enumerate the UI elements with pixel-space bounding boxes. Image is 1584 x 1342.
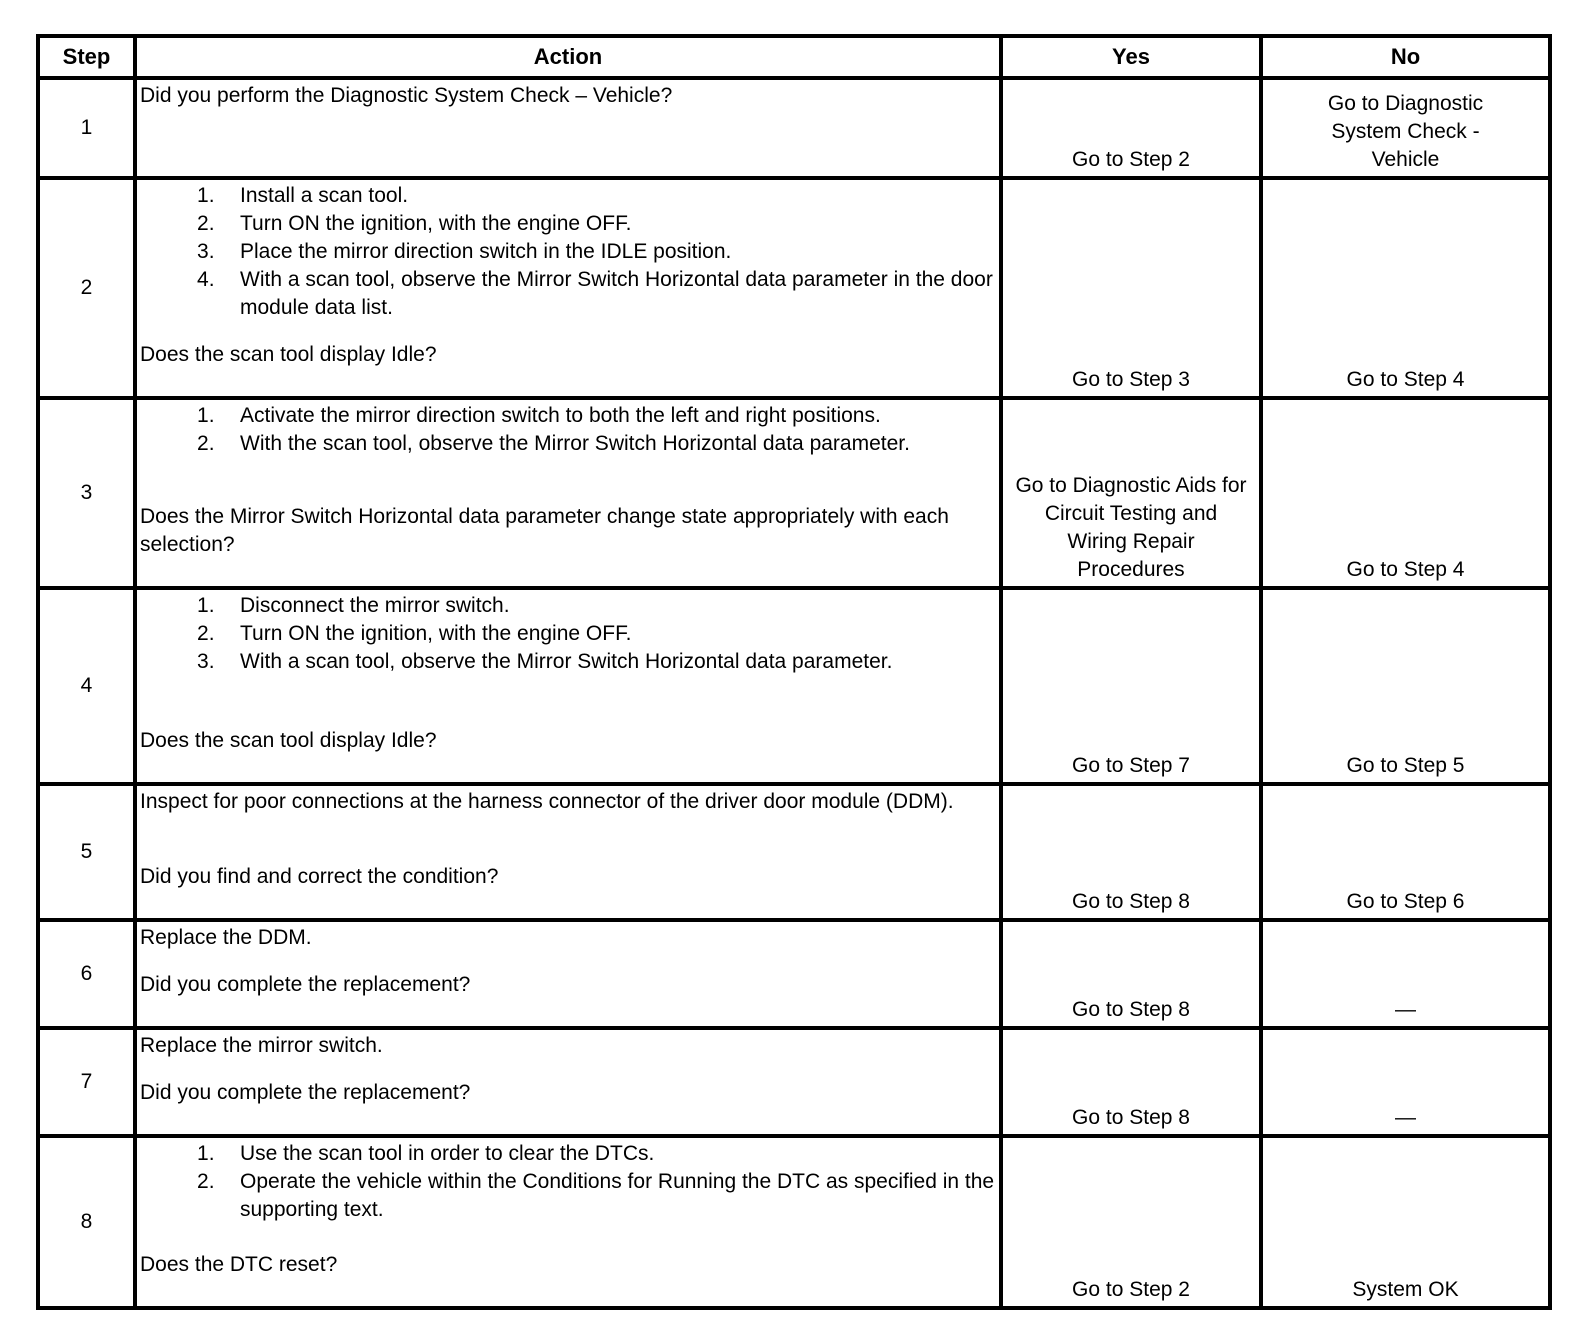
action-intro: Did you perform the Diagnostic System Check – Vehicle? <box>140 84 673 107</box>
step-number: 4 <box>80 674 93 697</box>
action-cell <box>135 1136 1001 1308</box>
step-number: 6 <box>80 962 93 985</box>
no-result-text: — <box>1395 998 1416 1021</box>
header-step: Step <box>38 36 135 78</box>
table-row <box>38 1028 1550 1136</box>
yes-cell <box>1001 588 1261 784</box>
no-result-text: Go to Step 5 <box>1346 754 1465 777</box>
header-no: No <box>1261 36 1550 78</box>
no-result-text: Go to Step 4 <box>1346 558 1465 581</box>
action-cell <box>135 784 1001 920</box>
table-body <box>38 78 1550 1308</box>
no-result-text: — <box>1395 1106 1416 1129</box>
action-list-item: Disconnect the mirror switch. <box>240 594 510 617</box>
table-row <box>38 784 1550 920</box>
action-list-item: Place the mirror direction switch in the IDLE position. <box>240 240 732 263</box>
diagnostic-table <box>36 34 1552 1310</box>
yes-cell <box>1001 398 1261 588</box>
yes-result-text: Go to Step 8 <box>1072 998 1190 1021</box>
step-number: 1 <box>80 116 93 139</box>
action-list-item: Turn ON the ignition, with the engine OFF. <box>240 212 632 235</box>
action-question: Did you complete the replacement? <box>140 1081 471 1104</box>
action-list-item: Activate the mirror direction switch to both the left and right positions. <box>240 404 881 427</box>
no-cell <box>1261 1136 1550 1308</box>
no-cell <box>1261 920 1550 1028</box>
no-cell <box>1261 588 1550 784</box>
action-question: Does the Mirror Switch Horizontal data parameter change state appropriately with each selection? <box>140 505 949 556</box>
step-cell <box>38 1028 135 1136</box>
yes-result-text: Go to Step 2 <box>1072 148 1190 171</box>
yes-result-text: Go to Step 3 <box>1072 368 1190 391</box>
action-question: Does the scan tool display Idle? <box>140 343 437 366</box>
action-content <box>137 180 999 392</box>
yes-result-text: Go to Step 7 <box>1072 754 1190 777</box>
action-content <box>137 400 999 582</box>
yes-result-text: Go to Diagnostic Aids for Circuit Testing and Wiring Repair Procedures <box>1015 474 1247 581</box>
action-list-item: With the scan tool, observe the Mirror Switch Horizontal data parameter. <box>240 432 910 455</box>
step-cell <box>38 78 135 178</box>
step-number: 2 <box>80 276 93 299</box>
yes-cell <box>1001 178 1261 398</box>
step-cell <box>38 920 135 1028</box>
action-content <box>137 786 999 914</box>
header-yes: Yes <box>1001 36 1261 78</box>
action-list <box>140 182 995 322</box>
yes-cell <box>1001 784 1261 920</box>
action-list-item: Operate the vehicle within the Conditions for Running the DTC as specified in the supporting text. <box>240 1170 995 1221</box>
action-intro: Inspect for poor connections at the harness connector of the driver door module (DDM). <box>140 790 954 813</box>
no-result-text: Go to Step 4 <box>1346 368 1465 391</box>
header-action: Action <box>135 36 1001 78</box>
no-cell <box>1261 398 1550 588</box>
step-cell <box>38 1136 135 1308</box>
step-cell <box>38 178 135 398</box>
action-cell <box>135 588 1001 784</box>
table-row <box>38 1136 1550 1308</box>
action-list-item: Use the scan tool in order to clear the DTCs. <box>240 1142 655 1165</box>
no-cell <box>1261 78 1550 178</box>
action-content <box>137 590 999 778</box>
action-question: Does the DTC reset? <box>140 1253 338 1276</box>
step-cell <box>38 588 135 784</box>
action-cell <box>135 178 1001 398</box>
step-number: 5 <box>80 840 93 863</box>
step-cell <box>38 398 135 588</box>
no-result-text: System OK <box>1352 1278 1459 1301</box>
step-number: 8 <box>80 1210 93 1233</box>
step-number: 3 <box>80 481 93 504</box>
no-cell <box>1261 178 1550 398</box>
action-content <box>137 1030 999 1130</box>
action-list-item: With a scan tool, observe the Mirror Switch Horizontal data parameter in the door module data list. <box>240 268 993 319</box>
action-list <box>140 1140 995 1224</box>
action-cell <box>135 920 1001 1028</box>
action-cell <box>135 1028 1001 1136</box>
action-question: Does the scan tool display Idle? <box>140 729 437 752</box>
no-cell <box>1261 784 1550 920</box>
yes-result-text: Go to Step 8 <box>1072 890 1190 913</box>
action-list-item: Turn ON the ignition, with the engine OFF. <box>240 622 632 645</box>
action-list-item: With a scan tool, observe the Mirror Switch Horizontal data parameter. <box>240 650 893 673</box>
yes-cell <box>1001 1028 1261 1136</box>
action-cell <box>135 398 1001 588</box>
table-row <box>38 588 1550 784</box>
yes-cell <box>1001 920 1261 1028</box>
yes-cell <box>1001 1136 1261 1308</box>
action-list <box>140 402 995 458</box>
yes-cell <box>1001 78 1261 178</box>
yes-result-text: Go to Step 2 <box>1072 1278 1190 1301</box>
no-cell <box>1261 1028 1550 1136</box>
table-row <box>38 398 1550 588</box>
action-list-item: Install a scan tool. <box>240 184 409 207</box>
action-question: Did you find and correct the condition? <box>140 865 499 888</box>
action-intro: Replace the DDM. <box>140 926 312 949</box>
table-header-row <box>38 36 1550 78</box>
yes-result-text: Go to Step 8 <box>1072 1106 1190 1129</box>
action-content <box>137 1138 999 1302</box>
step-cell <box>38 784 135 920</box>
table-row <box>38 178 1550 398</box>
action-content <box>137 80 999 172</box>
action-cell <box>135 78 1001 178</box>
action-content <box>137 922 999 1022</box>
no-result-text: Go to Diagnostic System Check - Vehicle <box>1327 92 1484 171</box>
step-number: 7 <box>80 1070 93 1093</box>
table-row <box>38 78 1550 178</box>
no-result-text: Go to Step 6 <box>1346 890 1465 913</box>
action-list <box>140 592 995 676</box>
table-row <box>38 920 1550 1028</box>
action-intro: Replace the mirror switch. <box>140 1034 383 1057</box>
action-question: Did you complete the replacement? <box>140 973 471 996</box>
